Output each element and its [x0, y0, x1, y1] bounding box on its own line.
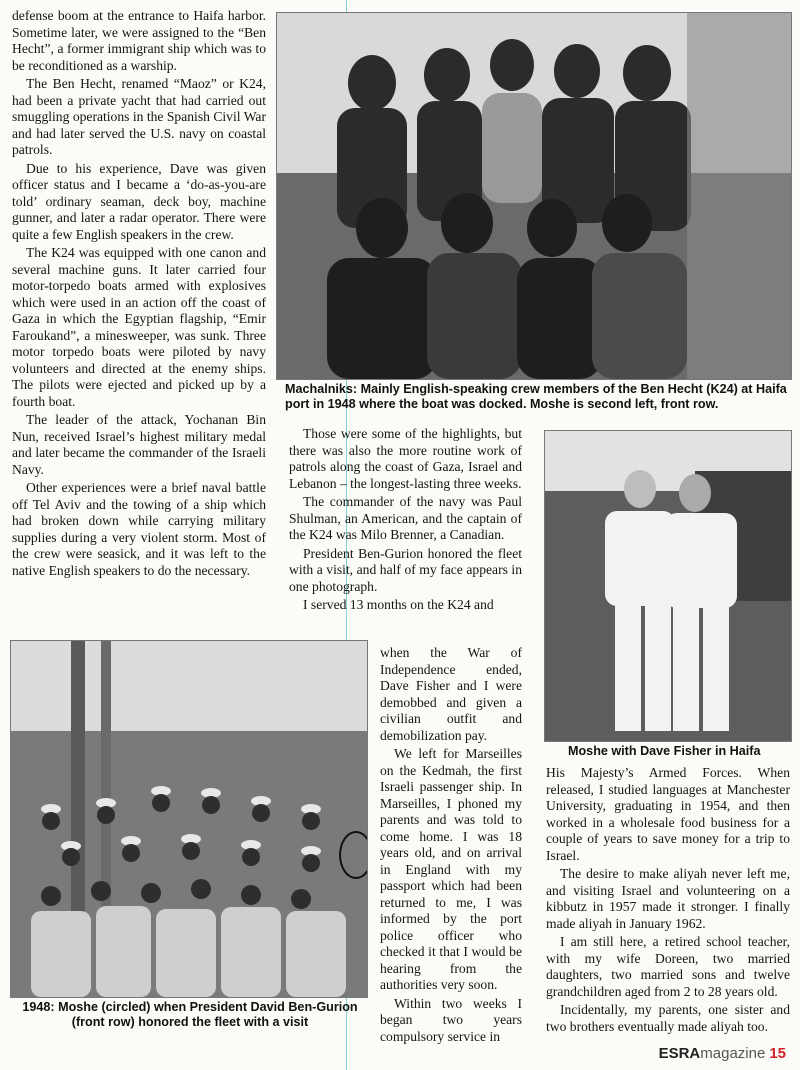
page-footer: [659, 1045, 786, 1062]
moshe-dave-photo-illustration: [545, 431, 791, 741]
paragraph: The K24 was equipped with one canon and several machine guns. It later carried four motor-torpedo boats armed with explosives which were used in an action off the coast of Gaza in which the Egyptian flagship, “Emir Faroukand”, a minesweeper, was sunk. Three motor torpedo boats were piloted by navy volunteers and directed at the enemy ships. The pilots were ejected and picked up by a fourth boat.: [12, 245, 266, 409]
article-column-1: [12, 8, 266, 581]
ben-gurion-fleet-photo-illustration: [11, 641, 367, 997]
paragraph: The commander of the navy was Paul Shulman, an American, and the captain of the K24 was Milo Brenner, a Canadian.: [289, 494, 522, 542]
paragraph: Other experiences were a brief naval battle off Tel Aviv and the towing of a ship which had broken down while carrying military supplies during a very violent storm. Most of the crew were seasick, and it was left to the native English speakers to do the necessary.: [12, 480, 266, 578]
paragraph: His Majesty’s Armed Forces. When released, I studied languages at Manchester University, graduating in 1954, and then worked in a wholesale food business for a couple of years to save money for a trip to Israel.: [546, 765, 790, 863]
paragraph: The desire to make aliyah never left me, and visiting Israel and volunteering on a kibbutz in 1957 made it stronger. I finally made aliyah in January 1962.: [546, 866, 790, 931]
page-number: 15: [769, 1045, 786, 1062]
magazine-brand: ESRA: [658, 1045, 701, 1062]
moshe-highlight-circle: [339, 831, 368, 879]
moshe-dave-photo: [544, 430, 792, 742]
paragraph: President Ben-Gurion honored the fleet with a visit, and half of my face appears in one photograph.: [289, 545, 522, 594]
right-photo-caption: Moshe with Dave Fisher in Haifa: [568, 744, 761, 758]
paragraph: We left for Marseilles on the Kedmah, the first Israeli passenger ship. In Marseilles, I phoned my parents and was told to come home. I was 18 years old, and on arrival in England with my passport which had been returned to me, I was informed by the port police officer who checked it that I would be hearing from the authorities very soon.: [380, 746, 522, 992]
crew-group-photo: [276, 12, 792, 380]
paragraph: Incidentally, my parents, one sister and two brothers eventually made aliyah too.: [546, 1002, 790, 1034]
paragraph: Within two weeks I began two years compulsory service in: [380, 995, 522, 1044]
left-photo-caption: 1948: Moshe (circled) when President David Ben-Gurion (front row) honored the fleet with a visit: [22, 1000, 358, 1029]
paragraph: when the War of Independence ended, Dave Fisher and I were demobbed and given a civilian outfit and demobilization pay.: [380, 645, 522, 743]
crew-group-photo-illustration: [277, 13, 791, 379]
article-column-3: [546, 765, 790, 1037]
paragraph: defense boom at the entrance to Haifa harbor. Sometime later, we were assigned to the “Ben Hecht”, a former immigrant ship which was to be reconditioned as a warship.: [12, 8, 266, 73]
article-column-2: [289, 426, 522, 616]
top-photo-caption: Machalniks: Mainly English-speaking crew members of the Ben Hecht (K24) at Haifa port in 1948 where the boat was docked. Moshe is second left, front row.: [285, 382, 787, 411]
paragraph: Due to his experience, Dave was given officer status and I became a ‘do-as-you-are told’ ordinary seaman, deck boy, machine gunner, and later a radar operator. There were quite a few English speakers in the crew.: [12, 160, 266, 242]
magazine-word: magazine: [700, 1045, 766, 1062]
article-column-2-continued: [380, 645, 522, 1047]
paragraph: I am still here, a retired school teacher, with my wife Doreen, two married daughters, two married sons and twelve grandchildren aged from 2 to 28 years old.: [546, 934, 790, 999]
ben-gurion-fleet-photo: [10, 640, 368, 998]
paragraph: Those were some of the highlights, but there was also the more routine work of patrols along the coast of Gaza, Israel and Lebanon – the longest-lasting three weeks.: [289, 426, 522, 491]
paragraph: The leader of the attack, Yochanan Bin Nun, received Israel’s highest military medal and later became the commander of the Israeli Navy.: [12, 412, 266, 477]
paragraph: I served 13 months on the K24 and: [303, 597, 494, 612]
paragraph: The Ben Hecht, renamed “Maoz” or K24, had been a private yacht that had carried out smuggling operations in the Spanish Civil War and had later served the U.S. navy on coastal patrols.: [12, 76, 266, 157]
